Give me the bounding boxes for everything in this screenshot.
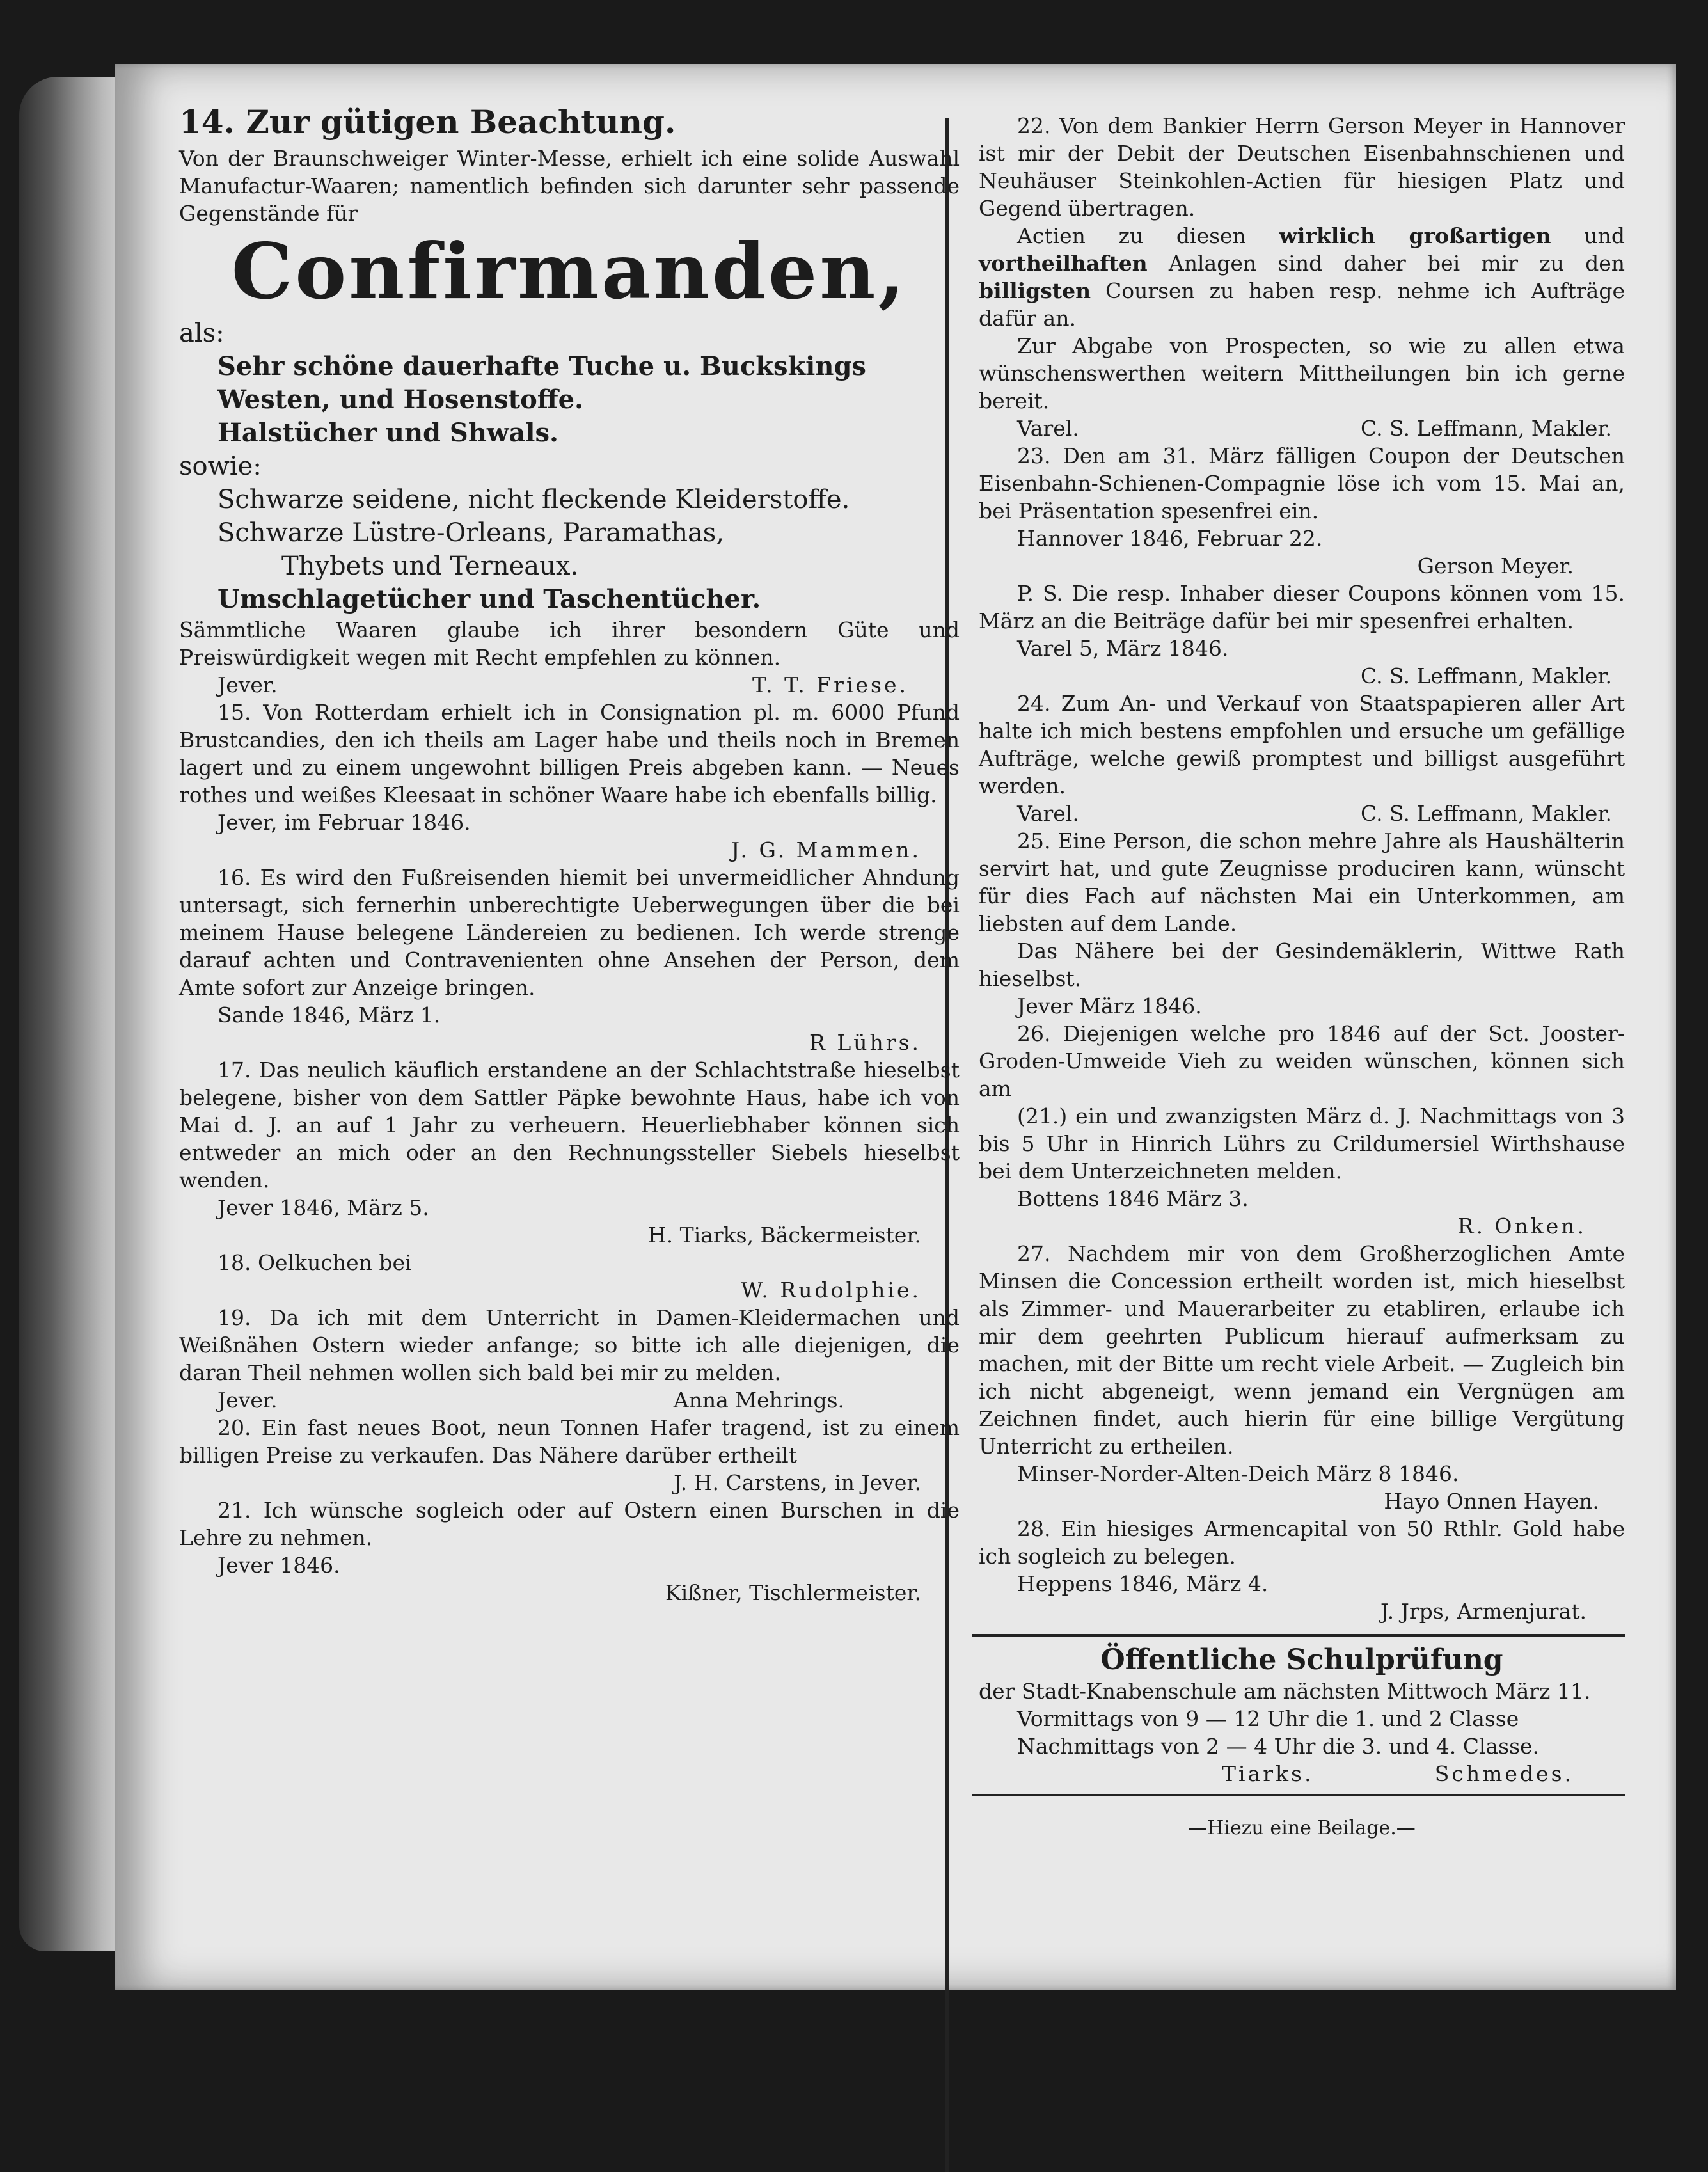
ad-15 [179,699,960,864]
left-column [179,102,960,1606]
ad-27-date: Minser-Norder-Alten-Deich März 8 1846. [1017,1461,1459,1486]
ad-23-signature: Gerson Meyer. [1417,553,1574,578]
ad-18 [179,1249,960,1304]
ad-25 [979,827,1625,1020]
footer-note: —Hiezu eine Beilage.— [1188,1817,1416,1839]
ad-24-signature-row [979,800,1625,827]
ad-22 [979,112,1625,442]
ad-14-item-3: Halstücher und Shwals. [217,418,558,448]
ad-22-text-2g: Coursen zu haben resp. nehme ich Aufträge dafür an. [979,278,1625,331]
ad-22-text: 22. Von dem Bankier Herrn Gerson Meyer in Hannover ist mir der Debit der Deutschen Eisenbahnschienen und Neuhäuser Steinkohlen-Actien für hiesigen Platz und Gegend übertragen. [979,113,1625,221]
school-exam-line-1: der Stadt-Knabenschule am nächsten Mittwoch März 11. [979,1679,1591,1704]
ad-17-signature: H. Tiarks, Bäckermeister. [647,1223,921,1248]
footer-rule [972,1794,1625,1796]
school-sig-tiarks: Tiarks. [1222,1761,1314,1786]
ad-15-signature: J. G. Mammen. [731,837,921,862]
ad-14-place: Jever. [217,672,278,697]
ad-22-text-2f: billigsten [979,278,1091,303]
ad-14 [179,102,960,699]
ad-24-place: Varel. [1017,801,1079,826]
ad-26-text: 26. Diejenigen welche pro 1846 auf der Sct. Jooster-Groden-Umweide Vieh zu weiden wünschen, können sich am [979,1021,1625,1101]
ad-14-als: als: [179,319,225,348]
ad-28-text: 28. Ein hiesiges Armencapital von 50 Rthlr. Gold habe ich sogleich zu belegen. [979,1516,1625,1569]
ad-19-signature-row [179,1386,960,1414]
ad-20-signature: J. H. Carstens, in Jever. [674,1470,921,1495]
ad-22-text-2c: und [1584,223,1625,248]
ad-24 [979,690,1625,827]
ad-14-intro: Von der Braunschweiger Winter-Messe, erhielt ich eine solide Auswahl Manufactur-Waaren; namentlich befinden sich darunter sehr passende Gegenstände für [179,146,960,226]
ad-14-item-6: Thybets und Terneaux. [281,551,579,581]
ad-28-date: Heppens 1846, März 4. [1017,1571,1269,1596]
ad-25-text-2: Das Nähere bei der Gesindemäklerin, Wittwe Rath hieselbst. [979,939,1625,991]
ad-22-text-2d: vortheilhaften [979,251,1148,276]
school-exam-title: Öffentliche Schulprüfung [1100,1644,1503,1676]
ad-24-text: 24. Zum An- und Verkauf von Staatspapieren aller Art halte ich mich bestens empfohlen und ersuche um gefällige Aufträge, welche gewiß promptest und billigst ausgeführt werden. [979,691,1625,798]
ad-21-date: Jever 1846. [217,1553,340,1578]
ad-14-signature: T. T. Friese. [752,672,908,697]
ad-21-signature: Kißner, Tischlermeister. [665,1580,921,1605]
school-top-rule [972,1634,1625,1637]
ad-27 [979,1240,1625,1515]
ad-21-text: 21. Ich wünsche sogleich oder auf Ostern einen Burschen in die Lehre zu nehmen. [179,1498,960,1550]
ad-14-sowie: sowie: [179,452,262,481]
ad-22-signature-row [979,415,1625,442]
ad-23-text: 23. Den am 31. März fälligen Coupon der Deutschen Eisenbahn-Schienen-Compagnie löse ich vom 15. Mai an, bei Präsentation spesenfrei ein. [979,443,1625,523]
school-sig-schmedes: Schmedes. [1434,1761,1574,1786]
ad-26-signature: R. Onken. [1457,1214,1586,1239]
ad-22-text-2 [979,222,1625,332]
ad-15-text: 15. Von Rotterdam erhielt ich in Consignation pl. m. 6000 Pfund Brustcandies, den ich theils am Lager habe und theils noch in Bremen lagert und zu einem ungewohnt billigen Preis abgeben kann. — Neues rothes und weißes Kleesaat in schöner Waare habe ich ebenfalls billig. [179,700,960,807]
ad-14-item-2: Westen, und Hosenstoffe. [217,384,583,415]
ad-16-signature: R Lührs. [809,1030,921,1055]
ad-23-ps: P. S. Die resp. Inhaber dieser Coupons können vom 15. März an die Beiträge dafür bei mir spesenfrei erhalten. [979,581,1625,633]
ad-22-text-2b: wirklich großartigen [1279,223,1551,248]
ad-19-place: Jever. [217,1388,278,1413]
ad-22-text-2a: Actien zu diesen [1017,223,1246,248]
ad-27-text: 27. Nachdem mir von dem Großherzoglichen Amte Minsen die Concession ertheilt worden ist, mich hieselbst als Zimmer- und Mauerarbeiter zu etabliren, erlaube ich mir dem geehrten Publicum hierauf aufmerksam zu machen, mit der Bitte um recht viele Arbeit. — Zugleich bin ich nicht abgeneigt, wenn jemand ein Vergnügen am Zeichnen findet, auch hierin für eine billige Vergütung Unterricht zu ertheilen. [979,1241,1625,1459]
ad-19-signature: Anna Mehrings. [673,1388,844,1413]
ad-22-signature: C. S. Leffmann, Makler. [1361,416,1612,441]
school-exam-notice [979,1643,1625,1788]
ad-16-date: Sande 1846, März 1. [217,1003,441,1027]
ad-23-date-2: Varel 5, März 1846. [1017,636,1229,661]
ad-24-signature: C. S. Leffmann, Makler. [1361,801,1612,826]
ad-19-text: 19. Da ich mit dem Unterricht in Damen-Kleidermachen und Weißnähen Ostern wieder anfange; so bitte ich alle diejenigen, die daran Theil nehmen wollen sich bald bei mir zu melden. [179,1305,960,1385]
ad-19 [179,1304,960,1414]
school-exam-line-3: Nachmittags von 2 — 4 Uhr die 3. und 4. Classe. [1017,1734,1540,1759]
ad-14-heading: 14. Zur gütigen Beachtung. [179,103,676,141]
ad-21 [179,1496,960,1606]
ad-26 [979,1020,1625,1240]
ad-20-text: 20. Ein fast neues Boot, neun Tonnen Hafer tragend, ist zu einem billigen Preise zu verkaufen. Das Nähere darüber ertheilt [179,1415,960,1468]
ad-20 [179,1414,960,1496]
ad-14-item-1: Sehr schöne dauerhafte Tuche u. Buckskings [217,351,866,381]
ad-28-signature: J. Jrps, Armenjurat. [1380,1599,1586,1624]
ad-26-text-2: (21.) ein und zwanzigsten März d. J. Nachmittags von 3 bis 5 Uhr in Hinrich Lührs zu Crildumersiel Wirthshause bei dem Unterzeichneten melden. [979,1104,1625,1184]
ad-14-item-4: Schwarze seidene, nicht fleckende Kleiderstoffe. [217,485,850,514]
ad-14-big-word: Confirmanden, [231,226,908,317]
ad-23 [979,442,1625,690]
ad-16 [179,864,960,1056]
ad-17 [179,1056,960,1249]
school-exam-signatures [979,1760,1625,1788]
ad-25-text: 25. Eine Person, die schon mehre Jahre als Haushälterin servirt hat, und gute Zeugnisse produciren kann, wünscht für dies Fach auf nächsten Mai ein Unterkommen, am liebsten auf dem Lande. [979,828,1625,936]
ad-23-date: Hannover 1846, Februar 22. [1017,526,1323,551]
ad-17-text: 17. Das neulich käuflich erstandene an der Schlachtstraße hieselbst belegene, bisher von dem Sattler Päpke bewohnte Haus, habe ich von Mai d. J. an auf 1 Jahr zu verheuern. Heuerliebhaber können sich entweder an mich oder an den Rechnungssteller Siebels hieselbst wenden. [179,1058,960,1193]
ad-18-signature: W. Rudolphie. [741,1278,921,1303]
ad-17-date: Jever 1846, März 5. [217,1195,429,1220]
ad-22-place: Varel. [1017,416,1079,441]
ad-22-text-2e: Anlagen sind daher bei mir zu den [1168,251,1625,276]
ad-14-item-5: Schwarze Lüstre-Orleans, Paramathas, [217,518,725,548]
ad-15-date: Jever, im Februar 1846. [217,810,471,835]
ad-14-signature-row [179,671,960,699]
ad-23-signature-2: C. S. Leffmann, Makler. [1361,663,1612,688]
ad-28 [979,1515,1625,1625]
ad-18-text: 18. Oelkuchen bei [217,1250,412,1275]
school-exam-line-2: Vormittags von 9 — 12 Uhr die 1. und 2 Classe [1017,1706,1519,1731]
ad-27-signature: Hayo Onnen Hayen. [1384,1489,1599,1514]
ad-26-date: Bottens 1846 März 3. [1017,1186,1249,1211]
ad-25-date: Jever März 1846. [1017,994,1202,1019]
right-column [979,112,1625,1860]
ad-16-text: 16. Es wird den Fußreisenden hiemit bei unvermeidlicher Ahndung untersagt, sich fernerhin unberechtigte Ueberwegungen über die bei meinem Hause belegene Ländereien zu bedienen. Ich werde strenge darauf achten und Contravenienten ohne Ansehen der Person, dem Amte sofort zur Anzeige bringen. [179,865,960,1000]
ad-14-closing: Sämmtliche Waaren glaube ich ihrer besondern Güte und Preiswürdigkeit wegen mit Recht empfehlen zu können. [179,617,960,670]
ad-14-item-7: Umschlagetücher und Taschentücher. [217,584,761,614]
ad-22-text-3: Zur Abgabe von Prospecten, so wie zu allen etwa wünschenswerthen weitern Mittheilungen bin ich gerne bereit. [979,333,1625,413]
